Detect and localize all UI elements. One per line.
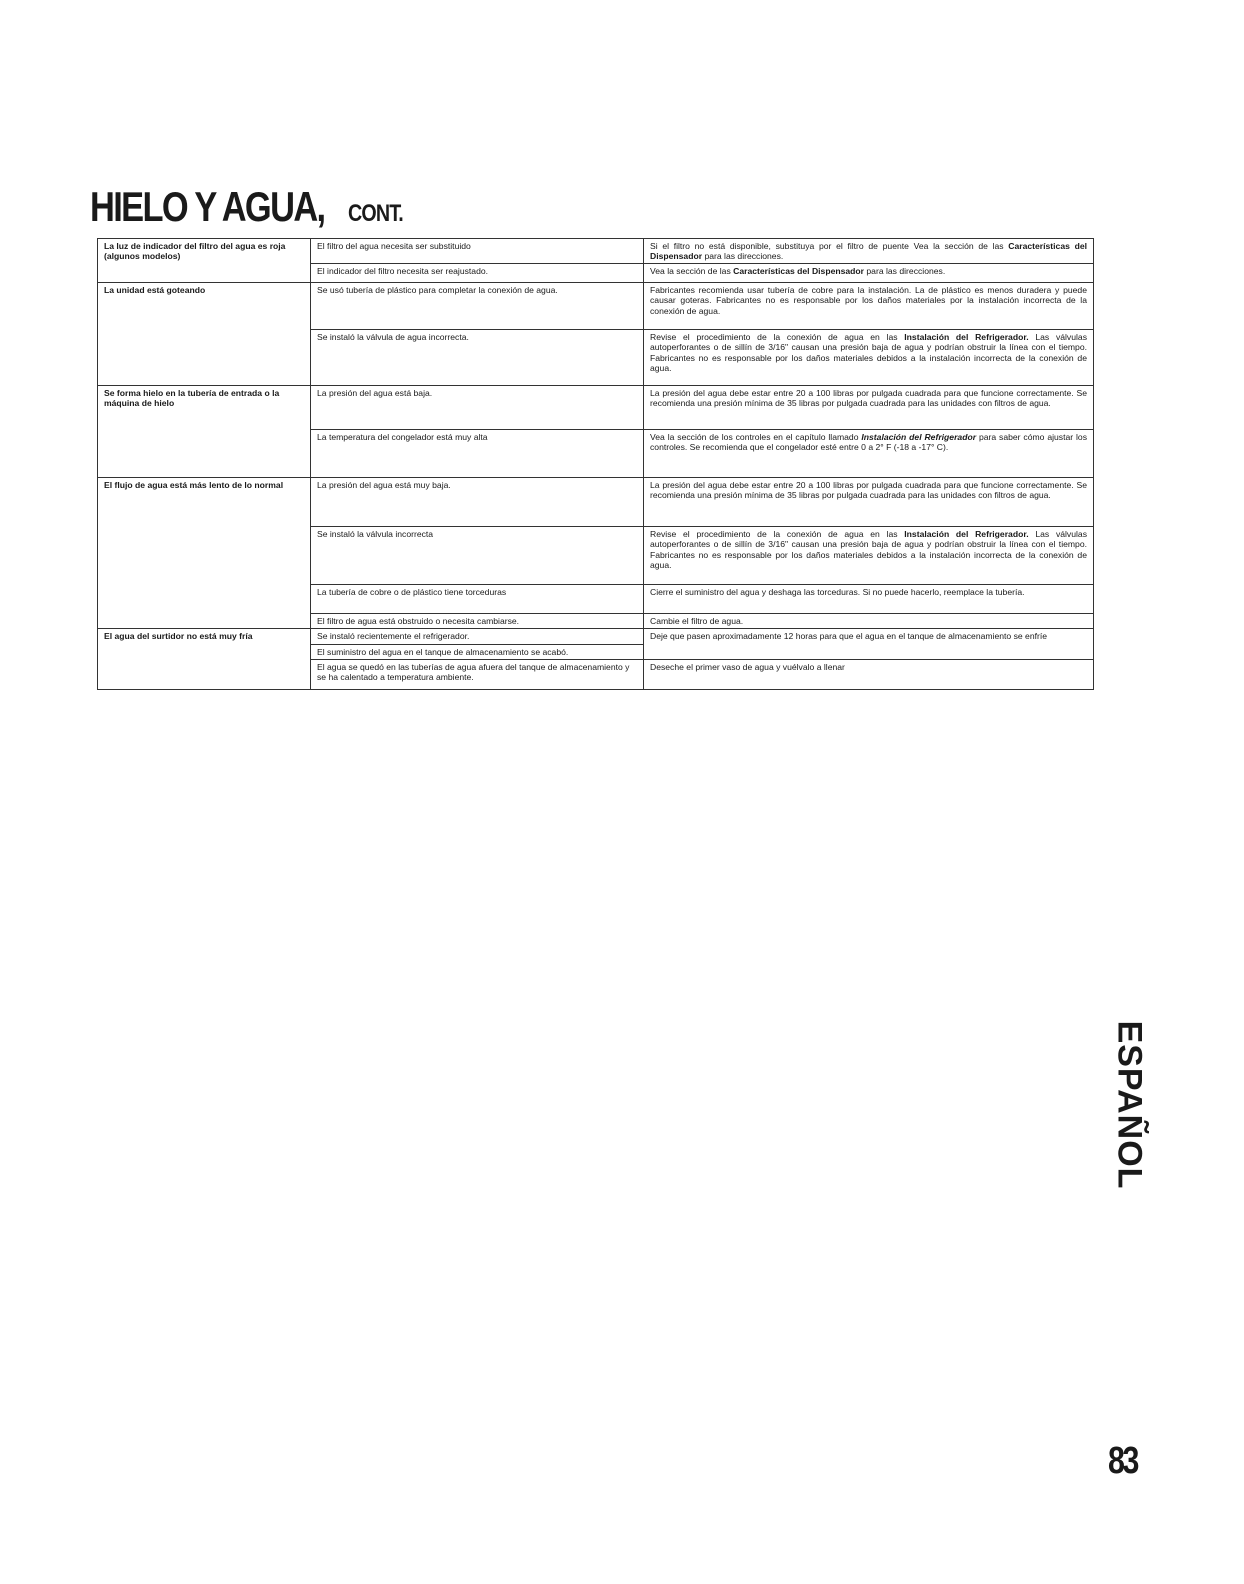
solution-text: Si el filtro no está disponible, substituya por el filtro de puente Vea la sección de las: [650, 241, 1009, 251]
solution-text-continued: Las válvulas autoperforantes o de sillín de 3/16" causan una presión baja de agua y podrían obstruir la línea con el tiempo. Fabricantes no es responsable por los daños materiales debidos a la instalación incorrecta de la conexión de agua.: [650, 529, 1087, 570]
solution-cell: [644, 629, 1094, 659]
solution-text: Vea la sección de las: [650, 266, 734, 277]
table-row: [98, 283, 1094, 330]
solution-text: Cambie el filtro de agua.: [650, 616, 744, 627]
solution-text: Cierre el suministro del agua y deshaga las torceduras. Si no puede hacerlo, reemplace la tubería.: [650, 587, 1025, 598]
cause-cell: Se instaló recientemente el refrigerador.: [311, 629, 644, 644]
solution-cell: [644, 430, 1094, 478]
cause-cell: La tubería de cobre o de plástico tiene torceduras: [311, 585, 644, 614]
table-row: [98, 478, 1094, 527]
solution-text: Deseche el primer vaso de agua y vuélvalo a llenar: [650, 661, 845, 672]
cause-cell: La temperatura del congelador está muy alta: [311, 430, 644, 478]
solution-text-continued: para las direcciones.: [864, 266, 946, 277]
solution-text: Revise el procedimiento de la conexión de agua en las: [650, 529, 905, 540]
cause-cell: La presión del agua está muy baja.: [311, 478, 644, 527]
solution-reference: Instalación del Refrigerador: [861, 432, 977, 443]
cause-cell: El agua se quedó en las tuberías de agua afuera del tanque de almacenamiento y se ha calentado a temperatura ambiente.: [311, 659, 644, 689]
solution-cell: [644, 264, 1094, 283]
cause-cell: El filtro del agua necesita ser substituido: [311, 239, 644, 264]
solution-reference: Instalación del Refrigerador.: [904, 332, 1029, 343]
solution-text-continued: Las válvulas autoperforantes o de sillín de 3/16" causan una presión baja de agua y podrían obstruir la línea con el tiempo. Fabricantes no es responsable por los daños materiales debidos a la instalación incorrecta de la conexión de agua.: [650, 332, 1087, 373]
cause-cell: El filtro de agua está obstruido o necesita cambiarse.: [311, 614, 644, 629]
solution-cell: [644, 386, 1094, 430]
solution-cell: [644, 659, 1094, 689]
solution-text: Vea la sección de los controles en el capítulo llamado: [650, 432, 862, 443]
solution-cell: [644, 527, 1094, 585]
page-title-main: HIELO Y AGUA,: [90, 183, 325, 230]
table-row: [98, 386, 1094, 430]
solution-reference: Características del Dispensador: [650, 241, 1087, 262]
solution-cell: [644, 330, 1094, 386]
troubleshooting-table: [97, 238, 1094, 690]
solution-reference: Características del Dispensador: [733, 266, 865, 277]
solution-text: La presión del agua debe estar entre 20 a 100 libras por pulgada cuadrada para que funcione correctamente. Se recomienda una presión mínima de 35 libras por pulgada cuadrada para las unidades con filtros de agua.: [650, 388, 1087, 409]
solution-text: Fabricantes recomienda usar tubería de cobre para la instalación. La de plástico es menos duradera y puede causar goteras. Fabricantes no es responsable por los daños materiales por la instalación incorrecta de la conexión de agua.: [650, 285, 1087, 316]
problem-cell: La luz de indicador del filtro del agua es roja (algunos modelos): [98, 239, 311, 283]
solution-text-continued: para saber cómo ajustar los controles. Se recomienda que el congelador esté entre 0 a 2° F (-18 a -17° C).: [650, 432, 1087, 453]
problem-cell: Se forma hielo en la tubería de entrada o la máquina de hielo: [98, 386, 311, 478]
table-row: [98, 239, 1094, 264]
language-side-tab-label: ESPAÑOL: [1110, 1020, 1149, 1190]
page-title-cont: CONT.: [348, 200, 404, 227]
cause-cell: Se instaló la válvula incorrecta: [311, 527, 644, 585]
solution-cell: [644, 283, 1094, 330]
cause-cell: El suministro del agua en el tanque de almacenamiento se acabó.: [311, 644, 644, 659]
cause-cell: Se instaló la válvula de agua incorrecta.: [311, 330, 644, 386]
troubleshooting-table-body: [98, 239, 1094, 690]
table-row: [98, 629, 1094, 644]
language-side-tab: [1109, 1010, 1149, 1200]
cause-cell: Se usó tubería de plástico para completar la conexión de agua.: [311, 283, 644, 330]
problem-cell: El flujo de agua está más lento de lo normal: [98, 478, 311, 629]
solution-text: Deje que pasen aproximadamente 12 horas para que el agua en el tanque de almacenamiento se enfríe: [650, 631, 1048, 642]
solution-cell: [644, 614, 1094, 629]
solution-reference: Instalación del Refrigerador.: [904, 529, 1029, 540]
page-number: 83: [1108, 1440, 1138, 1482]
solution-cell: [644, 478, 1094, 527]
cause-cell: La presión del agua está baja.: [311, 386, 644, 430]
solution-text-continued: para las direcciones.: [702, 251, 784, 262]
problem-cell: El agua del surtidor no está muy fría: [98, 629, 311, 689]
solution-text: La presión del agua debe estar entre 20 a 100 libras por pulgada cuadrada para que funcione correctamente. Se recomienda una presión mínima de 35 libras por pulgada cuadrada para las unidades con filtros de agua.: [650, 480, 1087, 501]
page-title: [90, 183, 415, 230]
solution-cell: [644, 585, 1094, 614]
problem-cell: La unidad está goteando: [98, 283, 311, 386]
cause-cell: El indicador del filtro necesita ser reajustado.: [311, 264, 644, 283]
solution-text: Revise el procedimiento de la conexión de agua en las: [650, 332, 905, 343]
solution-cell: [644, 239, 1094, 264]
